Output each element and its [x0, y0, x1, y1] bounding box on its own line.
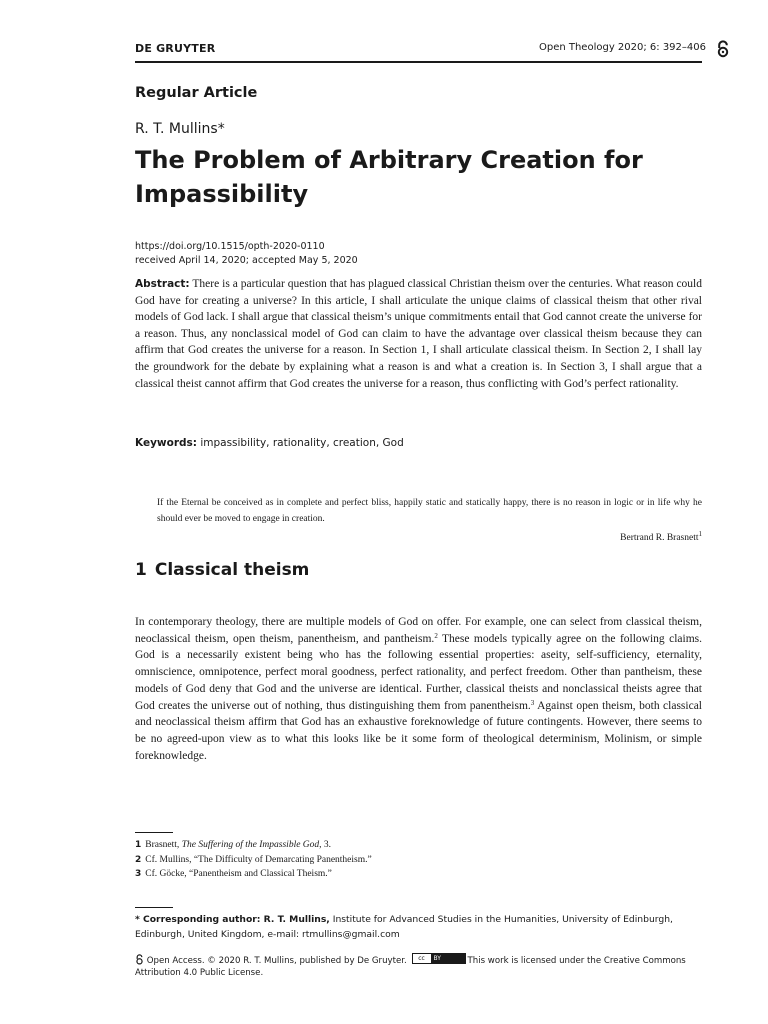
license-text: This work is licensed under the Creative Commons Attribution 4.0 Public License.: [135, 956, 686, 978]
body-paragraph: [135, 614, 702, 764]
footnote-item: [135, 867, 702, 882]
footnote-rule: [135, 832, 173, 833]
by-badge-text: BY: [431, 954, 465, 963]
header-rule: [135, 61, 702, 63]
footnote-ref-1[interactable]: 1: [698, 530, 702, 538]
footnotes-list: [135, 838, 702, 882]
keywords: [135, 437, 404, 449]
cc-badge-text: cc: [413, 954, 431, 963]
doi-link[interactable]: https://doi.org/10.1515/opth-2020-0110: [135, 241, 325, 252]
license-statement: [135, 953, 705, 979]
footnote-text: Cf. Mullins, “The Difficulty of Demarcating Panentheism.”: [145, 854, 372, 865]
body-text-segment: In contemporary theology, there are multiple models of God on offer. For example, one can select from classical theism, neoclassical theism, open theism, panentheism, and pantheism.: [135, 616, 702, 645]
footnote-number: 2: [135, 854, 142, 865]
corresponding-rule: [135, 907, 173, 908]
abstract-label: Abstract:: [135, 278, 190, 290]
corresponding-text: Institute for Advanced Studies in the Humanities, University of Edinburgh, Edinburgh, United Kingdom, e-mail: rtmullins@gmail.com: [135, 914, 673, 940]
section-heading: [135, 560, 309, 580]
open-access-icon: [716, 40, 730, 58]
epigraph-author: Bertrand R. Brasnett: [620, 533, 699, 543]
section-title: Classical theism: [154, 560, 310, 580]
license-copyright: Open Access. © 2020 R. T. Mullins, published by De Gruyter.: [146, 956, 407, 966]
footnote-number: 3: [135, 869, 142, 879]
footnote-ref-2[interactable]: 2: [434, 631, 438, 640]
footnote-number: 1: [135, 840, 142, 850]
footnote-text: , 3.: [319, 840, 332, 850]
received-accepted-dates: received April 14, 2020; accepted May 5, 2020: [135, 255, 358, 266]
article-title: The Problem of Arbitrary Creation for Impassibility: [135, 146, 643, 208]
corresponding-author: [135, 912, 705, 942]
article-meta: [135, 240, 358, 268]
keywords-label: Keywords:: [135, 437, 197, 449]
publisher-name: DE GRUYTER: [135, 42, 216, 55]
footnote-ref-3[interactable]: 3: [530, 698, 535, 707]
keywords-text: impassibility, rationality, creation, God: [200, 437, 404, 449]
footnote-work-title: The Suffering of the Impassible God: [181, 840, 320, 850]
footnote-text: Brasnett,: [145, 840, 182, 850]
body-text-segment: These models typically agree on the following claims. God is a necessarily existent being who has the following essential properties: aseity, self-sufficiency, eternality, omniscience, omnipotence, perfect moral goodness, perfect rationality, and perfect freedom. Other than pantheism, these models of God deny that God and the universe are identical. Further, classical theists and nonclassical theists agree that God creates the universe out of nothing, thus distinguishing them from panentheism.: [135, 632, 702, 712]
abstract-text: There is a particular question that has plagued classical Christian theism over the centuries. What reason could God have for creating a universe? In this article, I shall articulate the unique claims of classical theism that other rival models of God lack. I shall argue that classical theism’s unique commitments entail that God cannot create the universe for a reason. Thus, any nonclassical model of God can claim to have the advantage over classical theism because they can affirm that God creates the universe for a reason. In Section 1, I shall articulate classical theism. In Section 2, I shall lay the groundwork for the debate by explaining what a reason is and what a creation is. In Section 3, I shall argue that a classical theist cannot affirm that God creates the universe for a reason, thus conflicting with God’s perfect rationality.: [135, 278, 703, 390]
cc-by-license-icon[interactable]: [412, 953, 466, 964]
footnote-item: [135, 853, 702, 868]
corresponding-label: * Corresponding author: R. T. Mullins,: [135, 914, 330, 925]
epigraph-quote: If the Eternal be conceived as in complete and perfect bliss, happily static and statically happy, there is no reason in logic or in life why he should ever be moved to engage in creation.: [157, 498, 702, 524]
article-type: Regular Article: [135, 85, 258, 101]
abstract: [135, 276, 702, 392]
footnote-item: [135, 838, 702, 853]
epigraph-attribution: [620, 530, 702, 543]
footnote-text: Cf. Göcke, “Panentheism and Classical Theism.”: [145, 869, 332, 879]
journal-citation: Open Theology 2020; 6: 392–406: [538, 42, 706, 53]
author-name: R. T. Mullins*: [135, 121, 225, 137]
section-number: 1: [135, 560, 147, 580]
open-access-icon: [135, 954, 144, 965]
body-text-segment: Against open theism, both classical and neoclassical theism affirm that God has an exhaustive foreknowledge of future contingents. However, there seems to be no agreed-upon view as to what this looks like be it some form of theological determinism, Molinism, or simple foreknowledge.: [135, 699, 702, 762]
